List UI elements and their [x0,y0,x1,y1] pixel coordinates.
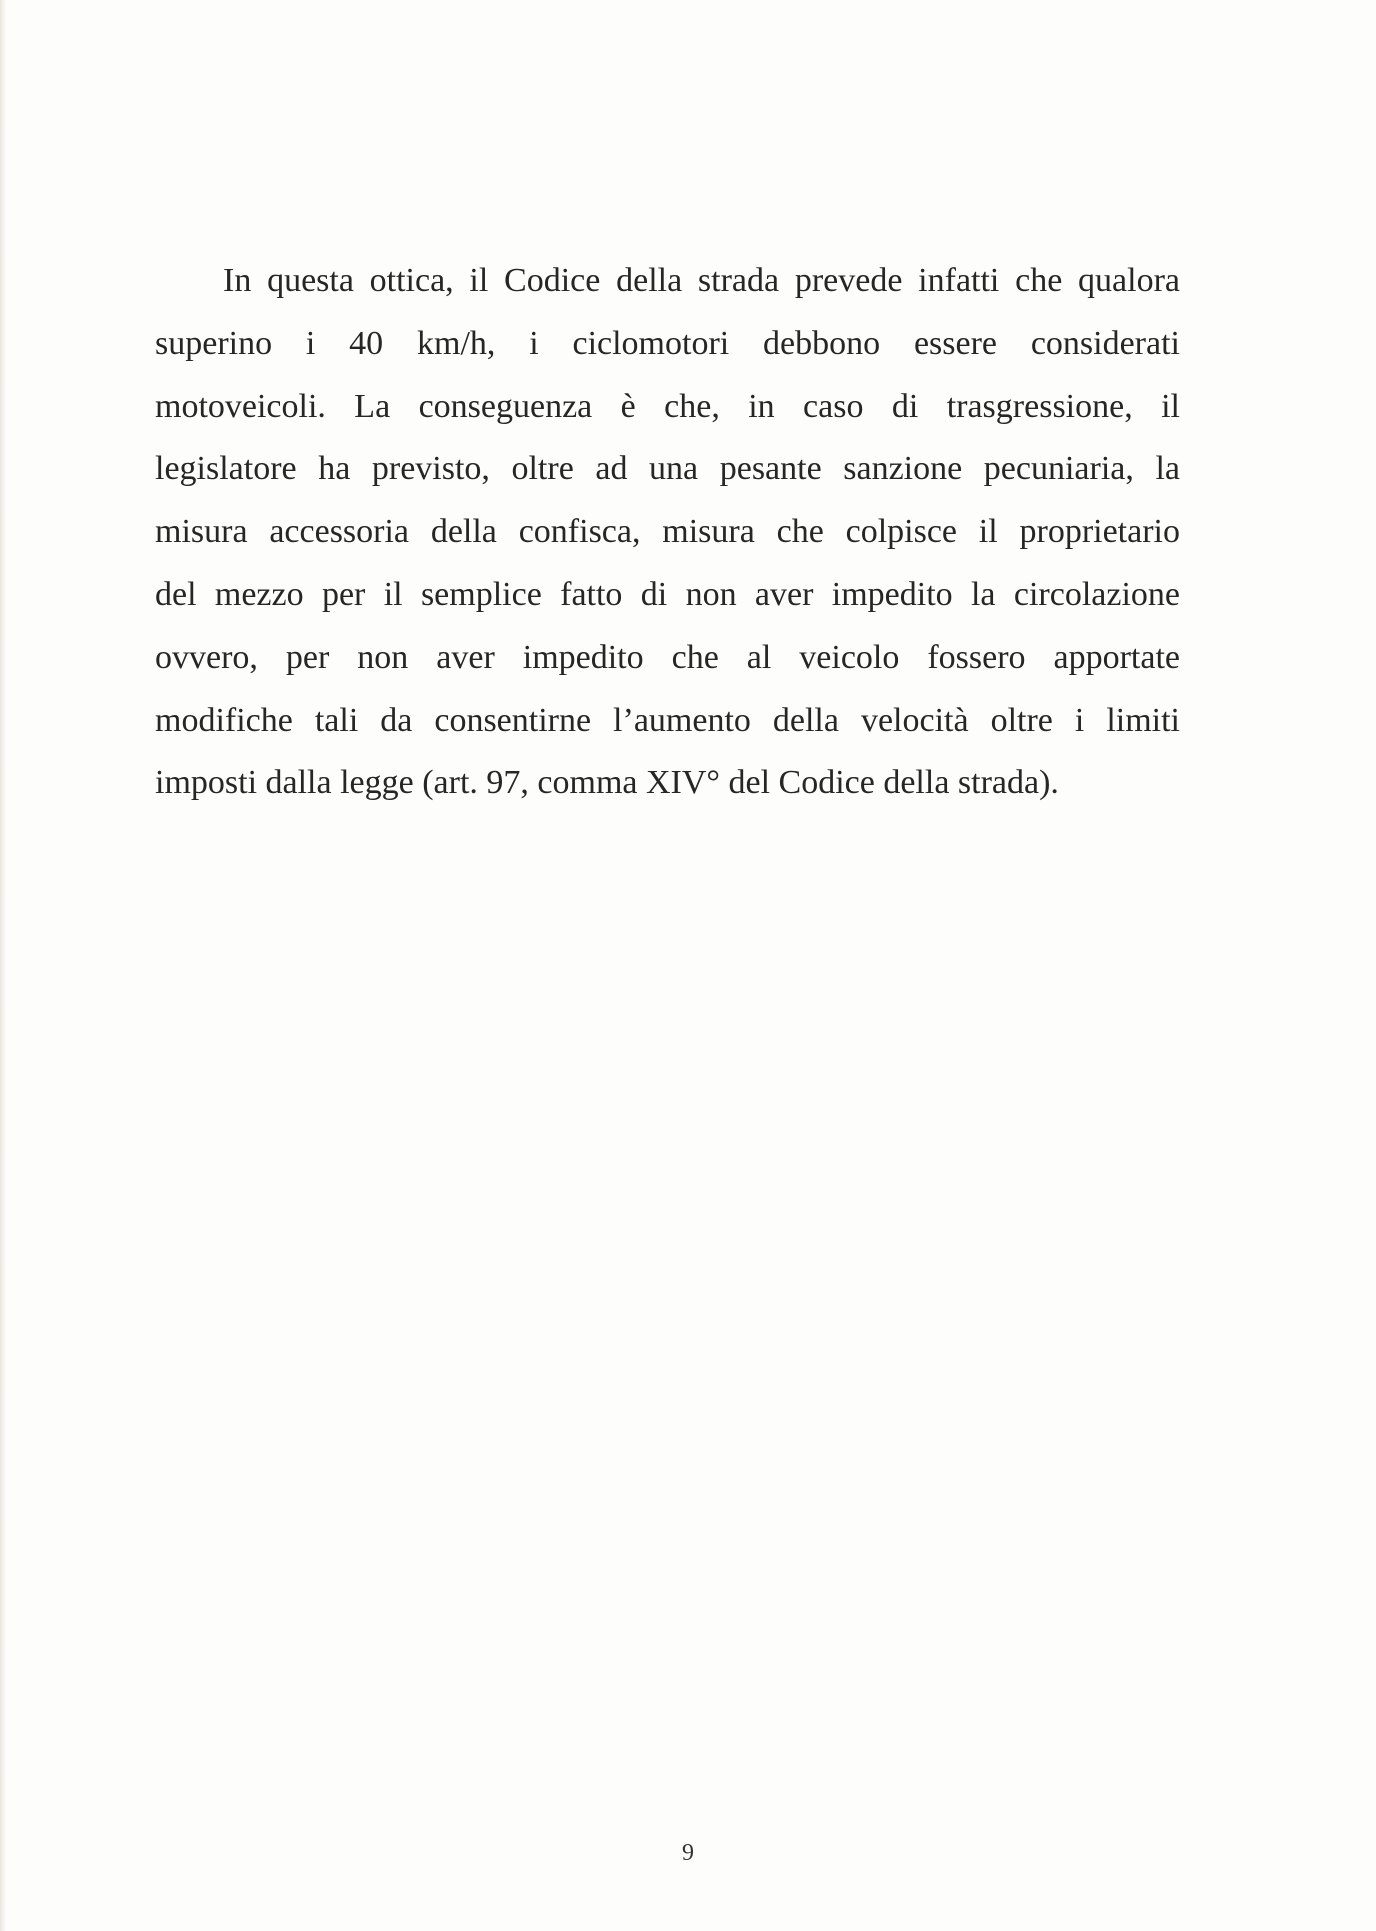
paragraph-line: del mezzo per il semplice fatto di non aver impedito la circolazione [155,575,1180,613]
body-paragraph [155,250,1180,815]
paragraph-line: In questa ottica, il Codice della strada prevede infatti che qualora [223,262,1180,299]
paragraph-line: modifiche tali da consentirne l’aumento della velocità oltre i limiti [155,701,1180,739]
paragraph-line: motoveicoli. La conseguenza è che, in caso di trasgressione, il [155,387,1180,425]
paragraph-line: superino i 40 km/h, i ciclomotori debbono essere considerati [155,324,1180,362]
paragraph-line: legislatore ha previsto, oltre ad una pesante sanzione pecuniaria, la [155,450,1180,488]
page-number: 9 [682,1840,694,1866]
page-edge-shadow [0,0,6,1931]
paragraph-line: imposti dalla legge (art. 97, comma XIV° del Codice della strada). [155,764,1059,802]
paragraph-line: misura accessoria della confisca, misura che colpisce il proprietario [155,513,1180,551]
paragraph-line: ovvero, per non aver impedito che al veicolo fossero apportate [155,638,1180,676]
